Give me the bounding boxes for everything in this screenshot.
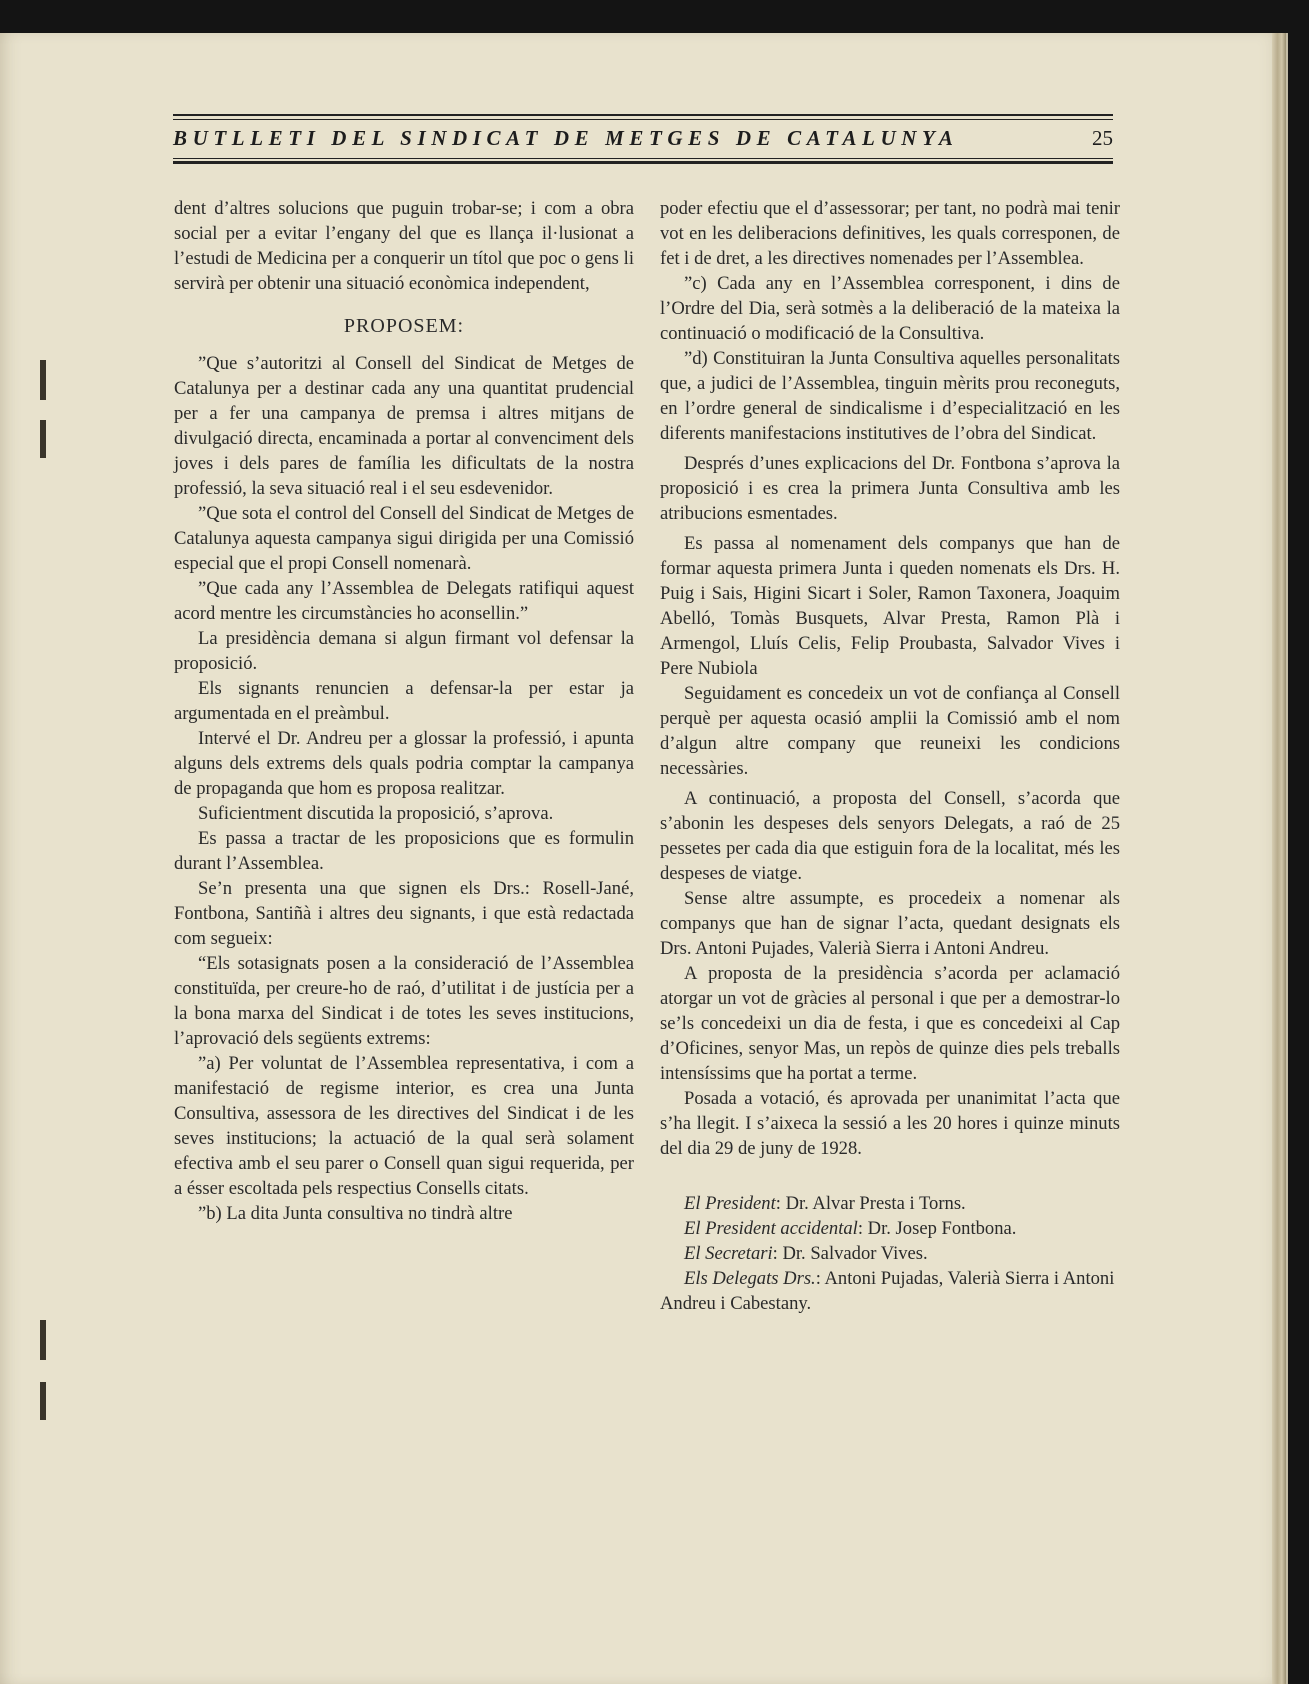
paragraph: Suficientment discutida la proposició, s’aprova. xyxy=(198,803,554,824)
signature-name: : Dr. Alvar Presta i Torns. xyxy=(775,1193,966,1214)
signature-line xyxy=(660,1241,1120,1266)
masthead-rule xyxy=(173,161,1113,164)
signature-name: : Dr. Salvador Vives. xyxy=(772,1243,928,1264)
paragraph: Els signants renuncien a defensar-la per estar ja argumentada en el preàmbul. xyxy=(174,678,634,724)
paragraph: ”b) La dita Junta consultiva no tindrà altre xyxy=(198,1203,513,1224)
paragraph: Es passa al nomenament dels companys que han de formar aquesta primera Junta i queden nomenats els Drs. H. Puig i Sais, Higini Sicart i Soler, Ramon Taxonera, Joaquim Abelló, Tomàs Busquets, Alvar Presta, Ramon Plà i Armengol, Lluís Celis, Felip Proubasta, Salvador Vives i Pere Nubiola xyxy=(660,533,1120,679)
masthead-title: BUTLLETI DEL SINDICAT DE METGES DE CATALUNYA xyxy=(173,126,959,150)
paragraph: poder efectiu que el d’assessorar; per tant, no podrà mai tenir vot en les deliberacions definitives, les quals corresponen, de fet i de dret, a les directives nomenades per l’Assemblea. xyxy=(660,198,1120,269)
paragraph: Seguidament es concedeix un vot de confiança al Consell perquè per aquesta ocasió amplii la Comissió amb el nom d’algun altre company que reuneixi les condicions necessàries. xyxy=(660,683,1120,779)
left-column xyxy=(174,196,634,1226)
paragraph: Intervé el Dr. Andreu per a glossar la professió, i apunta alguns dels extrems dels quals podria comptar la campanya de propaganda que hom es proposa realitzar. xyxy=(174,728,634,799)
paragraph: ”c) Cada any en l’Assemblea corresponent, i dins de l’Ordre del Dia, serà sotmès a la deliberació de la mateixa la continuació o modificació de la Consultiva. xyxy=(660,273,1120,344)
paragraph: A proposta de la presidència s’acorda per aclamació atorgar un vot de gràcies al personal i que per a demostrar-lo se’ls concedeixi un dia de festa, i que es concedeixi al Cap d’Oficines, senyor Mas, un repòs de quinze dies pels treballs intensíssims que ha portat a terme. xyxy=(660,963,1120,1084)
paragraph: ”d) Constituiran la Junta Consultiva aquelles personalitats que, a judici de l’Assemblea, tinguin mèrits prou reconeguts, en l’ordre general de sindicalisme i d’especialització en les diferents manifestacions institutives de l’obra del Sindicat. xyxy=(660,348,1120,444)
signature-name: : Antoni Pujadas, Valerià Sierra i Antoni Andreu i Cabestany. xyxy=(660,1268,1115,1314)
paragraph: Després d’unes explicacions del Dr. Fontbona s’aprova la proposició i es crea la primera Junta Consultiva amb les atribucions esmentades. xyxy=(660,453,1120,524)
paragraph: A continuació, a proposta del Consell, s’acorda que s’abonin les despeses dels senyors Delegats, a raó de 25 pessetes per cada dia que estiguin fora de la localitat, més les despeses de viatge. xyxy=(660,788,1120,884)
signature-name: : Dr. Josep Fontbona. xyxy=(857,1218,1017,1239)
paragraph: ”Que s’autoritzi al Consell del Sindicat de Metges de Catalunya per a destinar cada any una quantitat prudencial per a fer una campanya de premsa i altres mitjans de divulgació directa, encaminada a portar al convenciment dels joves i dels pares de família les dificultats de la nostra professió, la seva situació real i el seu esdevenidor. xyxy=(174,353,634,499)
masthead xyxy=(173,114,1113,164)
section-heading: PROPOSEM: xyxy=(343,315,465,337)
masthead-rule xyxy=(173,158,1113,159)
signature-role: El President accidental xyxy=(684,1218,858,1239)
paragraph: ”a) Per voluntat de l’Assemblea representativa, i com a manifestació de regisme interior, es crea una Junta Consultiva, assessora de les directives del Sindicat i de les seves institucions; la actuació de la qual serà solament efectiva amb el seu parer o Consell quan sigui requerida, per a ésser escoltada pels respectius Consells citats. xyxy=(174,1053,634,1199)
paragraph: ”Que cada any l’Assemblea de Delegats ratifiqui aquest acord mentre les circumstàncies ho aconsellin.” xyxy=(174,578,634,624)
page-edge xyxy=(1272,33,1286,1684)
margin-mark-2 xyxy=(40,420,46,458)
signature-line xyxy=(660,1191,1120,1216)
margin-mark-1 xyxy=(40,360,46,400)
signature-line xyxy=(660,1216,1120,1241)
signature-role: Els Delegats Drs. xyxy=(684,1268,816,1289)
paragraph: Es passa a tractar de les proposicions que es formulin durant l’Assemblea. xyxy=(174,828,634,874)
signature-block xyxy=(660,1191,1120,1316)
margin-mark-3 xyxy=(40,1320,46,1360)
margin-mark-4 xyxy=(40,1382,46,1420)
paragraph: La presidència demana si algun firmant vol defensar la proposició. xyxy=(174,628,634,674)
right-column xyxy=(660,196,1120,1316)
paragraph: Sense altre assumpte, es procedeix a nomenar als companys que han de signar l’acta, quedant designats els Drs. Antoni Pujades, Valerià Sierra i Antoni Andreu. xyxy=(660,888,1120,959)
paragraph: dent d’altres solucions que puguin trobar-se; i com a obra social per a evitar l’engany del que es llança il·lusionat a l’estudi de Medicina per a conquerir un títol que poc o gens li servirà per obtenir una situació econòmica independent, xyxy=(174,198,634,294)
paragraph: “Els sotasignats posen a la consideració de l’Assemblea constituïda, per creure-ho de raó, d’utilitat i de justícia per a la bona marxa del Sindicat i de totes les seves institucions, l’aprovació dels següents extrems: xyxy=(174,953,634,1049)
paragraph: Posada a votació, és aprovada per unanimitat l’acta que s’ha llegit. I s’aixeca la sessió a les 20 hores i quinze minuts del dia 29 de juny de 1928. xyxy=(660,1088,1120,1159)
signature-role: El President xyxy=(684,1193,776,1214)
masthead-rule xyxy=(173,119,1113,120)
masthead-rule xyxy=(173,114,1113,116)
paragraph: Se’n presenta una que signen els Drs.: Rosell-Jané, Fontbona, Santiñà i altres deu signants, i que està redactada com segueix: xyxy=(174,878,634,949)
page-number: 25 xyxy=(1092,126,1113,150)
signature-role: El Secretari xyxy=(684,1243,773,1264)
paragraph: ”Que sota el control del Consell del Sindicat de Metges de Catalunya aquesta campanya sigui dirigida per una Comissió especial que el propi Consell nomenarà. xyxy=(174,503,634,574)
signature-line xyxy=(660,1266,1120,1316)
